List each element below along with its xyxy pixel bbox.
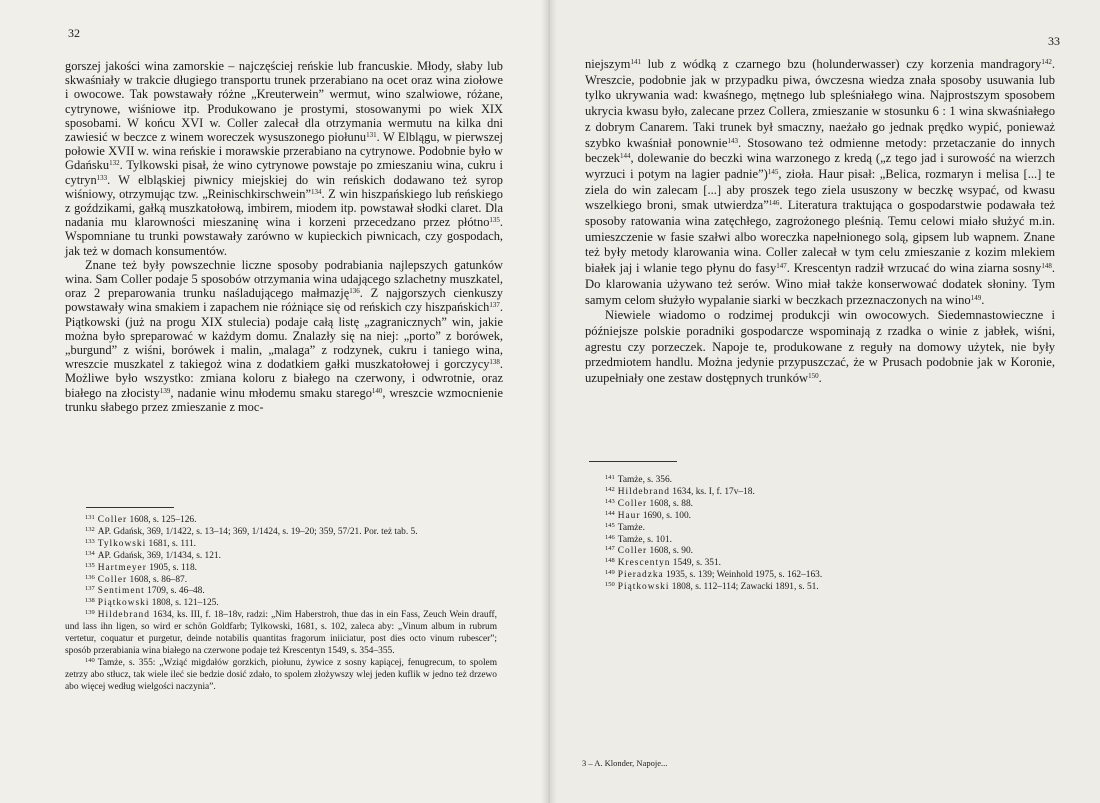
footnote-ref: 146 [768,199,780,208]
footnote-number: 136 [85,573,95,581]
paragraph [585,308,1055,387]
footnote-author: Hartmeyer [97,562,147,573]
footnote-ref: 131 [366,131,377,140]
footnote-ref: 135 [489,216,500,225]
footnote [585,535,885,547]
footnote [65,598,497,610]
footnote [65,658,497,694]
footnote-number: 135 [85,561,95,569]
footnote-text: 1549, s. 351. [670,558,721,569]
text-run: . [818,371,822,386]
text-run: . Do klarowania używano też serów. Wino miał także konserwować dodatek słoniny. Tym samym celom służyło wypalanie siarki w beczkach przeznaczonych na wino [585,261,1055,307]
footnote-number: 141 [605,474,615,481]
footnote [65,563,497,575]
footnote [585,523,885,535]
text-run: . W Elblągu, w pierwszej połowie XVII w. wina reńskie i morawskie przerabiano na cytrynowe. Podobnie było w Gdańsku [65,130,503,173]
text-run: , dolewanie do beczki wina warzonego z kredą („z tego jad i surowość na wierzch wyrzuci i potym na lagier padnie”) [585,151,1055,181]
footnote [585,546,885,558]
footnote-author: Coller [617,546,648,557]
text-run: lub z wódką z czarnego bzu (holunderwasser) czy korzenia mandragory [640,57,1042,71]
paragraph [65,258,503,414]
left-page [0,0,549,803]
text-run: gorszej jakości wina zamorskie – najczęściej reńskie lub francuskie. Młody, słaby lub skwaśniały w trakcie długiego transportu trunek przerabiano na ocet oraz wina ziołowe i owocowe. Tak powstawały różne „Kreuterwein” wermut, wino szalwiowe, różane, cytrynowe, wiśniowe itp. Produkowano je prostymi, stosowanymi po wiek XIX sposobami. W końcu XVI w. Coller zalecał dla otrzymania wermutu na kilka dni zawiesić w beczce z winem woreczek wysuszonego piołunu [65,59,503,145]
footnote [65,527,497,539]
footnote-ref: 142 [1041,58,1052,66]
printer-signature [582,758,667,768]
footnote-ref: 136 [349,287,360,296]
footnote-text: 1935, s. 139; Weinhold 1975, s. 162–163. [663,570,823,581]
footnote-text: Tamże, s. 355: „Wziąć migdałów gorzkich, piołunu, żywice z sosny kapiącej, fenugrecum, to spolem zetrzy abo stłucz, tak wiele ileć sie bedzie dosić zdało, to spolem złożywszy wlej jeden kuflik w jedno też drzewo abo więcej według wielgości naczynia”. [65,657,497,692]
footnotes [65,515,497,694]
signature-number: 3 [582,758,587,768]
page-number: 33 [1048,34,1060,48]
text-run: . Z najgorszych cienkuszy powstawały wina smakiem i zapachem nie różniące się od reńskich czy hiszpańskich [65,286,503,315]
right-page [549,0,1100,803]
signature-text: – A. Klonder, Napoje... [586,758,668,768]
text-run: . Tylkowski pisał, że wino cytrynowe powstaje po zmieszaniu wina, cukru i cytryn [65,158,503,187]
footnote-author: Piątkowski [97,598,150,609]
footnote-ref: 150 [808,372,819,381]
footnote-number: 147 [605,545,615,553]
footnote [585,475,885,487]
footnote-text: Tamże. [617,522,645,533]
footnote-ref: 149 [970,293,982,302]
footnote-text: 1905, s. 118. [146,562,198,573]
footnote-text: 1808, s. 112–114; Zawacki 1891, s. 51. [669,582,819,593]
page-number: 32 [68,26,80,40]
footnote [65,610,497,658]
footnote-author: Sentiment [97,586,145,597]
footnote-text: 1608, s. 90. [647,546,694,557]
footnote-text: AP. Gdańsk, 369, 1/1422, s. 13–14; 369, 1/1424, s. 19–20; 359, 57/21. Por. też tab. 5. [97,526,418,537]
footnote [65,515,497,527]
text-run: . Stosowano też odmienne metody: przetaczanie do innych beczek [585,135,1055,166]
footnote-text: 1608, s. 88. [647,498,694,509]
footnote [585,558,885,570]
footnote [65,575,497,587]
text-run: Znane też były powszechnie liczne sposoby podrabiania najlepszych gatunków wina. Sam Coller podaje 5 sposobów otrzymania wina udającego szlachetny muszkatel, oraz 2 preparowania trunku naśladującego małmazję [65,257,503,301]
paragraph [585,57,1055,308]
footnote-separator [589,461,677,462]
footnote-text: 1808, s. 121–125. [149,598,219,609]
text-run: , wreszcie wzmocnienie trunku słabego przez zmieszanie z moc- [65,385,503,414]
footnote-number: 148 [605,557,615,565]
footnote-number: 145 [605,521,615,529]
paragraph [65,59,503,258]
footnotes [585,475,885,594]
footnote [65,539,497,551]
footnote-ref: 139 [159,386,171,395]
footnote-ref: 141 [630,58,641,66]
footnote-number: 134 [85,549,95,557]
footnote [585,487,885,499]
footnote-author: Haur [617,510,641,521]
footnote-number: 138 [85,597,95,605]
text-run: . Wreszcie, podobnie jak w przypadku piwa, ówczesna wiedza znała sposoby usuwania lub tylko ukrywania wad: kwaśnego, mętnego lub spleśniałego wina. Najprostszym sposobem ukrycia kwasu było, zalecane przez Collera, zmieszanie w stosunku 6 : 1 wina skwaśniałego z dobrym Canarem. Taki trunek był smaczny, naeżało go jednak prędko wypić, ponieważ szybko kwaśniał ponownie [585,57,1055,150]
footnote-number: 131 [85,514,95,521]
footnote-ref: 137 [489,301,500,310]
text-run: . Literatura traktująca o gospodarstwie podawała też sposoby ratowania wina zatęchłego, zagrożonego pleśnią. Temu celowi miało służyć m.in. umieszczenie w fasie szałwi albo woreczka napełnionego solą, gipsem lub wapnem. Znane też były metody klarowania wina. Coller zalecał w tym celu zmieszanie z kozim mlekiem białek jaj i wlanie tego płynu do fasy [585,198,1056,276]
footnote [585,499,885,511]
footnote-number: 139 [85,609,95,617]
footnote-text: 1681, s. 111. [146,538,197,549]
footnote-number: 142 [605,485,615,493]
text-run: . Krescentyn radził wrzucać do wina ziarna sosny [786,261,1042,276]
footnote-text: Tamże, s. 101. [617,534,673,545]
footnote-text: 1634, ks. III, f. 18–18v, radzi: „Nim Haberstroh, thue das in ein Fass, Zeuch Wein drauff, und lass ihn ligen, so wird er schön Goldfarb; Tylkowski, 1681, s. 102, zaleca aby: „Vinum album in rubrum vertetur, coquatur et purgetur, deinde notabilis quantitas fragorum iniiciatur, post dies octo vinum rubescer”; sposób przerabiania wina białego na czerwone podaje też Krescentyn 1549, s. 354–355. [65,610,497,656]
text-run: , zioła. Haur pisał: „Belica, rozmaryn i melisa [...] te ziela do win zalecam [...] aby proszek tego ziela ususzony w beczkę wsypać, od kwasu wszelkiego broni, smak utwierdza” [585,166,1055,213]
footnote-ref: 133 [96,173,108,182]
footnote-text: 1608, s. 86–87. [127,574,188,585]
footnote-author: Hildebrand [97,610,150,621]
main-text [65,59,503,414]
text-run: niejszym [585,57,631,71]
footnote-ref: 144 [619,152,631,161]
footnote-text: 1608, s. 125–126. [127,515,197,525]
main-text [585,57,1055,387]
footnote [585,511,885,523]
footnote-author: Hildebrand [617,486,670,497]
footnote-ref: 147 [776,262,787,271]
text-run: . Wspomniane tu trunki powstawały zarówno w kupieckich piwnicach, czy gospodach, jak też w domach konsumentów. [65,215,503,258]
text-run: . Z win hiszpańskiego lub reńskiego z goździkami, gałką muszkatołową, imbirem, miodem itp. powstawał słodki claret. Dla nadania mu klarowności mieszaninę wina i korzeni przecedzano przez płótno [65,186,503,230]
footnote [65,586,497,598]
text-run: . [981,292,985,307]
footnote-separator [86,507,174,508]
footnote-author: Pieradzka [617,570,664,581]
footnote-text: AP. Gdańsk, 369, 1/1434, s. 121. [97,550,221,561]
footnote-author: Krescentyn [617,558,671,569]
footnote-author: Tylkowski [97,538,147,549]
footnote-text: Tamże, s. 356. [617,475,673,485]
footnote-author: Coller [97,574,128,585]
footnote-author: Coller [97,515,128,525]
text-run: Niewiele wiadomo o rodzimej produkcji win owocowych. Siedemnastowieczne i późniejsze polskie poradniki gospodarcze wspominają z rzadka o winie z jabłek, wiśni, agrestu czy porzeczek. Napoje te, produkowane z reguły na domowy użytek, nie były przedmiotem handlu. Można jedynie przypuszczać, że w Prusach podobnie jak w Koronie, uzupełniały one zestaw dostępnych trunków [585,308,1055,386]
text-run: . Piątkowski (już na progu XIX stulecia) podaje całą listę „zagranicznych” win, jakie można było spreparować w każdym domu. Znalazły się na niej: „porto” z borówek, „burgund” z wiśni, borówek i malin, „malaga” z rodzynek, cukru i taniego wina, wreszcie muszkatel z takiegoż wina z dodatkiem gałki muszkatołowej i gorczycy [65,300,503,372]
footnote-number: 144 [605,509,615,517]
footnote-author: Piątkowski [617,582,670,593]
footnote-text: 1634, ks. I, f. 17v–18. [669,486,755,497]
footnote-ref: 140 [371,386,383,395]
footnote-number: 149 [605,569,615,577]
text-run: . W elbląskiej piwnicy miejskiej do win reńskich dodawano też syrop wiśniowy, otrzymując tzw. „Reinischkirschwein” [65,172,503,201]
footnote-text: 1690, s. 100. [640,510,692,521]
footnote-author: Coller [617,498,648,509]
footnote-number: 140 [85,656,95,664]
text-run: , nadanie winu młodemu smaku starego [170,385,372,400]
footnote [585,570,885,582]
footnote-ref: 148 [1041,262,1052,271]
footnote-number: 133 [85,537,95,545]
footnote-number: 132 [85,525,95,533]
book-gutter [541,0,557,803]
footnote-number: 137 [85,585,95,593]
footnote-number: 143 [605,497,615,505]
footnote-ref: 145 [767,167,779,176]
footnote [585,582,885,594]
footnote [65,551,497,563]
footnote-ref: 138 [489,358,500,367]
footnote-ref: 143 [727,136,738,145]
footnote-text: 1709, s. 46–48. [144,586,205,597]
footnote-number: 146 [605,533,615,541]
footnote-ref: 134 [310,187,322,196]
footnote-ref: 132 [109,159,120,168]
footnote-number: 150 [605,581,615,589]
text-run: . Możliwe było wszystko: zmiana koloru z białego na czerwony, i odwrotnie, oraz białego na złocisty [65,357,503,400]
